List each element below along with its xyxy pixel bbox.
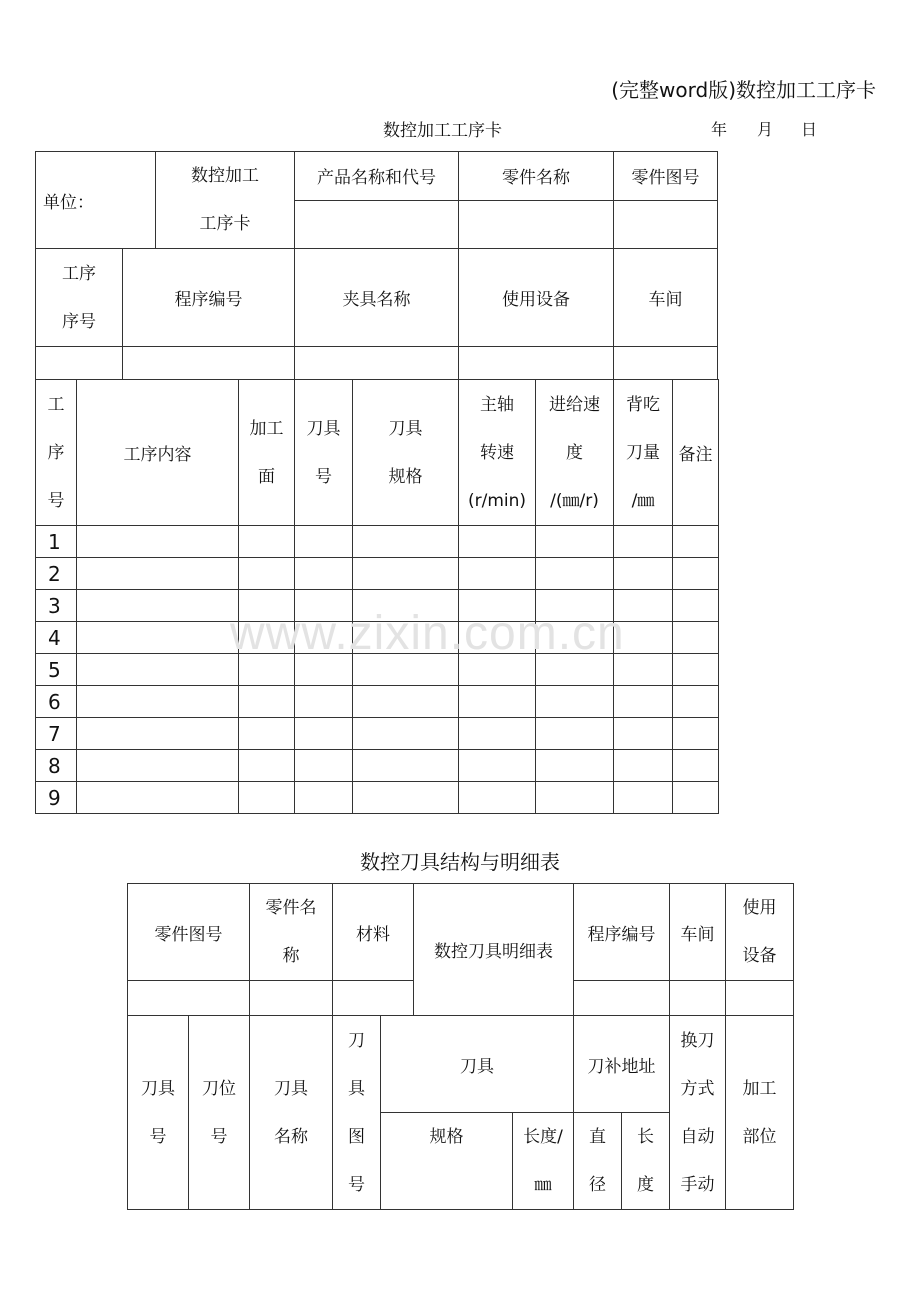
process-cell[interactable]: [295, 750, 353, 782]
tool-drawing-header: [333, 1016, 381, 1210]
feed-speed-header: [536, 380, 614, 526]
process-cell[interactable]: [614, 782, 673, 814]
part-name-line: 零件名: [265, 898, 317, 918]
process-cell[interactable]: [673, 782, 719, 814]
process-cell[interactable]: [353, 558, 459, 590]
product-value-cell[interactable]: [295, 200, 459, 249]
tool-equipment-value-cell[interactable]: [726, 981, 794, 1016]
tool-drawing-line: 号: [348, 1174, 365, 1195]
program-no-value-cell[interactable]: [123, 347, 295, 380]
comp-length-line: 长: [637, 1127, 654, 1147]
equipment-line: 设备: [742, 946, 777, 966]
program-no-header: 程序编号: [123, 249, 295, 347]
spec-header: 规格: [381, 1113, 513, 1210]
process-no-line1: 工序: [62, 263, 96, 284]
date-month-label: 月: [757, 120, 774, 139]
process-cell[interactable]: [353, 750, 459, 782]
step-no-line: 工: [47, 394, 65, 415]
feed-line: 进给速: [549, 394, 600, 415]
process-row: [36, 718, 719, 750]
spindle-line: 转速: [480, 442, 514, 463]
process-no-line2: 序号: [62, 311, 96, 332]
process-cell[interactable]: [239, 750, 295, 782]
process-cell[interactable]: [614, 526, 673, 558]
part-name-value-cell[interactable]: [459, 200, 614, 249]
comp-length-header: [622, 1113, 670, 1210]
process-cell[interactable]: [536, 558, 614, 590]
process-cell[interactable]: [673, 622, 719, 654]
product-label: 产品名称和代号: [295, 152, 459, 201]
tool-no-line: 刀具: [306, 418, 341, 439]
watermark: www.zixin.com.cn: [230, 607, 625, 660]
comp-address-header: 刀补地址: [574, 1016, 670, 1113]
process-cell[interactable]: [673, 750, 719, 782]
process-cell[interactable]: [459, 526, 536, 558]
process-cell[interactable]: [536, 750, 614, 782]
equipment-header: 使用设备: [459, 249, 614, 347]
change-mode-line: 换刀: [680, 1030, 715, 1051]
length-line: 长度/: [523, 1127, 563, 1147]
unit-label: 单位：: [43, 192, 94, 213]
spindle-line: (r/min): [467, 490, 527, 511]
process-cell[interactable]: [295, 718, 353, 750]
card-name-cell: [156, 152, 295, 249]
tool-part-drawing-header: 零件图号: [128, 884, 250, 981]
tool-workshop-header: 车间: [670, 884, 726, 981]
tool-name-header: [250, 1016, 333, 1210]
process-cell[interactable]: [295, 686, 353, 718]
material-header: 材料: [333, 884, 414, 981]
tool-workshop-value-cell[interactable]: [670, 981, 726, 1016]
part-drawing-label: 零件图号: [614, 152, 718, 201]
process-row: [36, 558, 719, 590]
process-cell[interactable]: [353, 686, 459, 718]
process-cell[interactable]: [614, 558, 673, 590]
feed-line: /(㎜/r): [550, 490, 599, 511]
change-mode-line: 手动: [680, 1174, 715, 1195]
process-cell[interactable]: [239, 558, 295, 590]
date-day-label: 日: [801, 120, 818, 139]
process-cell[interactable]: [77, 590, 239, 622]
step-number: 6: [36, 686, 77, 718]
process-cell[interactable]: [459, 718, 536, 750]
process-cell[interactable]: [295, 526, 353, 558]
detail-tool-no-header: [128, 1016, 189, 1210]
process-row: [36, 526, 719, 558]
document-title: (完整word版)数控加工工序卡: [611, 78, 876, 102]
fixture-name-value-cell[interactable]: [295, 347, 459, 380]
tool-drawing-line: 图: [348, 1126, 365, 1147]
process-cell[interactable]: [459, 686, 536, 718]
workshop-header: 车间: [614, 249, 718, 347]
process-cell[interactable]: [77, 750, 239, 782]
change-mode-line: 方式: [680, 1078, 715, 1099]
header-table: [35, 151, 718, 249]
length-header: [513, 1113, 574, 1210]
process-cell[interactable]: [239, 782, 295, 814]
machining-part-line: 部位: [742, 1126, 777, 1147]
process-cell[interactable]: [77, 686, 239, 718]
process-cell[interactable]: [673, 590, 719, 622]
change-mode-header: [670, 1016, 726, 1210]
process-header-row: [36, 380, 719, 526]
process-cell[interactable]: [459, 782, 536, 814]
tool-name-line: 名称: [274, 1126, 308, 1147]
position-line: 刀位: [202, 1078, 236, 1099]
position-no-header: [189, 1016, 250, 1210]
tool-equipment-header: [726, 884, 794, 981]
process-no-value-cell[interactable]: [36, 347, 123, 380]
tool-no-line: 刀具: [141, 1078, 175, 1099]
step-number: 3: [36, 590, 77, 622]
cut-depth-header: [614, 380, 673, 526]
card-name-line1: 数控加工: [191, 166, 259, 186]
surface-header: [239, 380, 295, 526]
process-cell[interactable]: [295, 558, 353, 590]
process-no-header: [36, 249, 123, 347]
process-cell[interactable]: [536, 718, 614, 750]
process-cell[interactable]: [239, 526, 295, 558]
equipment-value-cell[interactable]: [459, 347, 614, 380]
spindle-line: 主轴: [480, 394, 514, 415]
tool-spec-line: 刀具: [388, 418, 423, 439]
fixture-name-header: 夹具名称: [295, 249, 459, 347]
process-cell[interactable]: [295, 782, 353, 814]
process-cell[interactable]: [459, 558, 536, 590]
position-line: 号: [210, 1126, 228, 1147]
tool-detail-table: [127, 1015, 794, 1210]
diameter-line: 径: [589, 1175, 606, 1195]
process-cell[interactable]: [353, 718, 459, 750]
process-cell[interactable]: [673, 558, 719, 590]
tool-detail-title: 数控刀具明细表: [414, 884, 574, 1016]
process-cell[interactable]: [673, 686, 719, 718]
process-cell[interactable]: [673, 718, 719, 750]
remark-header: 备注: [673, 380, 719, 526]
step-number: 1: [36, 526, 77, 558]
process-cell[interactable]: [77, 558, 239, 590]
tool-part-name-header: [250, 884, 333, 981]
tool-drawing-line: 具: [348, 1078, 365, 1099]
cut-depth-line: /㎜: [631, 490, 655, 511]
process-cell[interactable]: [77, 782, 239, 814]
length-line: ㎜: [534, 1175, 552, 1195]
process-cell[interactable]: [77, 526, 239, 558]
process-table: [35, 379, 719, 814]
part-name-label: 零件名称: [459, 152, 614, 201]
process-cell[interactable]: [673, 654, 719, 686]
program-table: [35, 248, 718, 380]
process-row: [36, 782, 719, 814]
tool-part-drawing-value-cell[interactable]: [128, 981, 250, 1016]
step-number: 7: [36, 718, 77, 750]
tool-section-title: 数控刀具结构与明细表: [360, 850, 560, 874]
tool-program-no-value-cell[interactable]: [574, 981, 670, 1016]
step-number: 8: [36, 750, 77, 782]
cut-depth-line: 刀量: [626, 442, 660, 463]
process-cell[interactable]: [459, 750, 536, 782]
process-cell[interactable]: [536, 782, 614, 814]
tool-program-no-header: 程序编号: [574, 884, 670, 981]
step-no-header: [36, 380, 77, 526]
diameter-line: 直: [589, 1127, 606, 1147]
step-no-line: 号: [47, 490, 65, 511]
process-cell[interactable]: [239, 686, 295, 718]
surface-line: 加工: [249, 418, 284, 439]
process-cell[interactable]: [353, 782, 459, 814]
card-name-line2: 工序卡: [199, 214, 251, 234]
process-cell[interactable]: [536, 526, 614, 558]
content-header: 工序内容: [77, 380, 239, 526]
comp-length-line: 度: [637, 1175, 654, 1195]
step-number: 9: [36, 782, 77, 814]
process-cell[interactable]: [614, 686, 673, 718]
process-cell[interactable]: [77, 622, 239, 654]
surface-line: 面: [258, 466, 275, 487]
step-no-line: 序: [47, 442, 65, 463]
process-cell[interactable]: [77, 718, 239, 750]
process-cell[interactable]: [536, 686, 614, 718]
tool-spec-line: 规格: [388, 466, 423, 487]
tool-name-line: 刀具: [274, 1078, 308, 1099]
step-number: 5: [36, 654, 77, 686]
tool-no-header: [295, 380, 353, 526]
process-row: [36, 750, 719, 782]
process-cell[interactable]: [614, 750, 673, 782]
process-cell[interactable]: [239, 718, 295, 750]
tool-spec-header: [353, 380, 459, 526]
part-drawing-value-cell[interactable]: [614, 200, 718, 249]
machining-part-line: 加工: [742, 1078, 777, 1099]
unit-label-cell: [36, 152, 156, 249]
material-value-cell[interactable]: [333, 981, 414, 1016]
tool-group-header: 刀具: [381, 1016, 574, 1113]
diameter-header: [574, 1113, 622, 1210]
spindle-speed-header: [459, 380, 536, 526]
process-cell[interactable]: [673, 526, 719, 558]
step-number: 2: [36, 558, 77, 590]
step-number: 4: [36, 622, 77, 654]
tool-top-table: [127, 883, 794, 1016]
feed-line: 度: [566, 442, 583, 463]
date-year-label: 年: [711, 120, 728, 139]
part-name-line: 称: [282, 946, 300, 966]
process-cell[interactable]: [614, 718, 673, 750]
process-row: [36, 686, 719, 718]
card-title: 数控加工工序卡: [383, 121, 502, 141]
tool-no-line: 号: [149, 1126, 167, 1147]
tool-drawing-line: 刀: [348, 1030, 365, 1051]
process-cell[interactable]: [77, 654, 239, 686]
tool-part-name-value-cell[interactable]: [250, 981, 333, 1016]
workshop-value-cell[interactable]: [614, 347, 718, 380]
equipment-line: 使用: [742, 898, 777, 918]
machining-part-header: [726, 1016, 794, 1210]
change-mode-line: 自动: [680, 1126, 715, 1147]
cut-depth-line: 背吃: [626, 394, 660, 415]
tool-no-line: 号: [315, 466, 332, 487]
process-cell[interactable]: [353, 526, 459, 558]
